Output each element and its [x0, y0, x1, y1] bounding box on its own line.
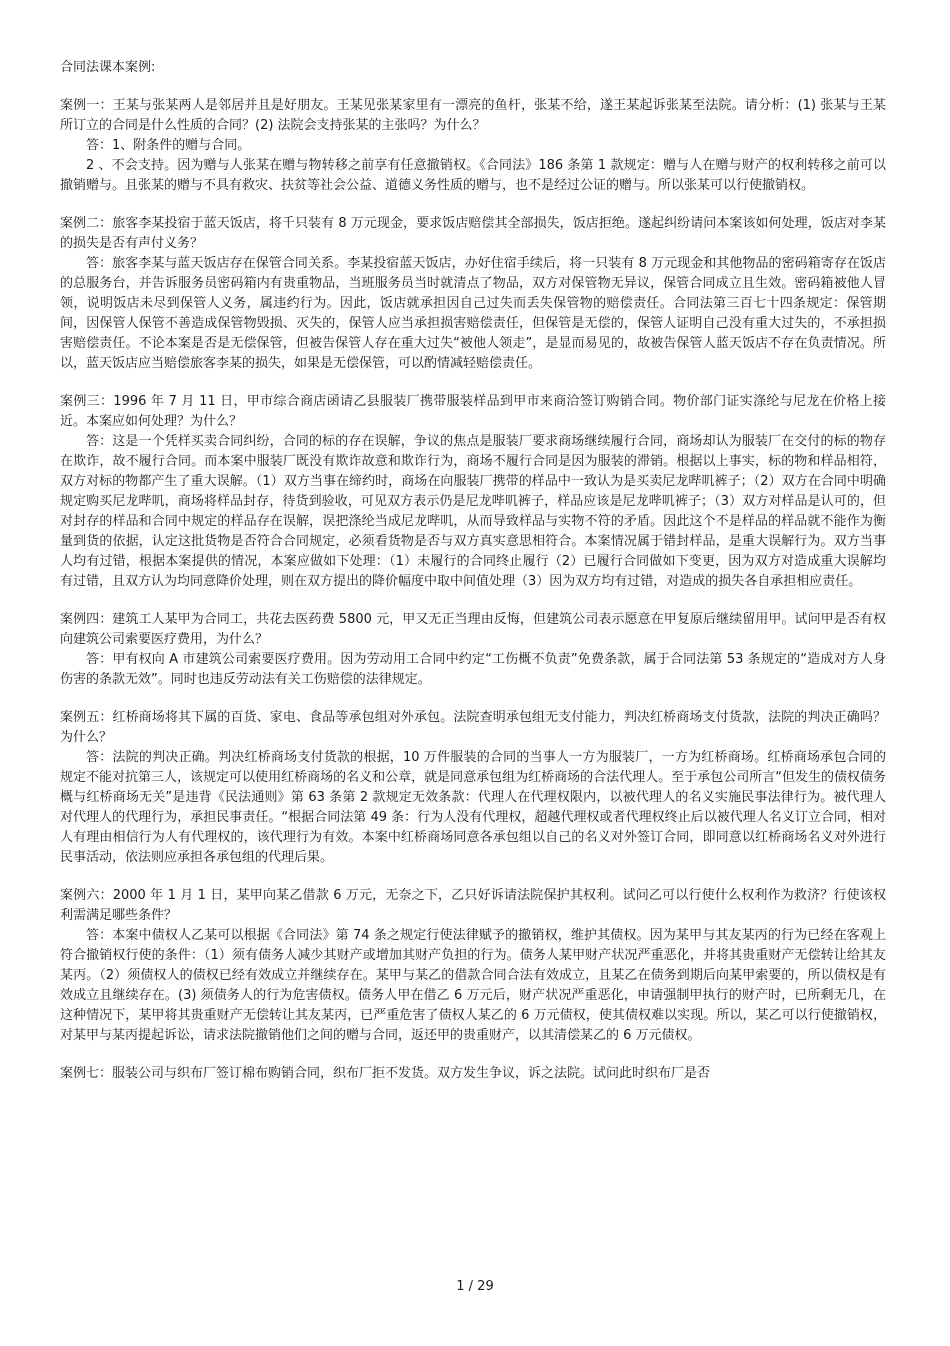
case-5 — [60, 708, 886, 868]
case-answer: 答：本案中债权人乙某可以根据《合同法》第 74 条之规定行使法律赋予的撤销权，维护其债权。因为某甲与其友某丙的行为已经在客观上符合撤销权行使的条件：（1）须有债务人减少其财产或增加其财产负担的行为。债务人某甲财产状况严重恶化，并将其贵重财产无偿转让给其友某丙。（2）须债权人的债权已经有效成立并继续存在。某甲与某乙的借款合同合法有效成立，且某乙在债务到期后向某甲索要的，所以债权是有效成立且继续存在。(3) 须债务人的行为危害债权。债务人甲在借乙 6 万元后，财产状况严重恶化，申请强制甲执行的财产时，已所剩无几，在这种情况下，某甲将其贵重财产无偿转让其友某丙，已严重危害了债权人某乙的 6 万元债权，使其债权难以实现。所以，某乙可以行使撤销权，对某甲与某丙提起诉讼，请求法院撤销他们之间的赠与合同，返还甲的贵重财产，以其清偿某乙的 6 万元债权。 — [60, 928, 886, 1043]
case-question: 案例一：王某与张某两人是邻居并且是好朋友。王某见张某家里有一漂亮的鱼杆，张某不给，遂王某起诉张某至法院。请分析：(1) 张某与王某所订立的合同是什么性质的合同？(2) 法院会支持张某的主张吗？为什么？ — [60, 98, 886, 133]
case-question: 案例三：1996 年 7 月 11 日，甲市综合商店函请乙县服装厂携带服装样品到甲市来商洽签订购销合同。物价部门证实涤纶与尼龙在价格上接近。本案应如何处理？为什么？ — [60, 394, 886, 429]
case-1 — [60, 96, 886, 196]
case-question: 案例四：建筑工人某甲为合同工，共花去医药费 5800 元，甲又无正当理由反悔，但建筑公司表示愿意在甲复原后继续留用甲。试问甲是否有权向建筑公司索要医疗费用，为什么？ — [60, 612, 886, 647]
case-question: 案例五：红桥商场将其下属的百货、家电、食品等承包组对外承包。法院查明承包组无支付能力，判决红桥商场支付货款，法院的判决正确吗？为什么？ — [60, 710, 886, 745]
document-title: 合同法课本案例: — [60, 60, 156, 75]
case-7 — [60, 1064, 886, 1084]
case-answer: 2 、不会支持。因为赠与人张某在赠与物转移之前享有任意撤销权。《合同法》186 条第 1 款规定：赠与人在赠与财产的权利转移之前可以撤销赠与。且张某的赠与不具有救灾、扶贫等社会公益、道德义务性质的赠与，也不是经过公证的赠与。所以张某可以行使撤销权。 — [60, 158, 886, 193]
case-answer: 答：1、附条件的赠与合同。 — [86, 138, 251, 153]
case-question: 案例六：2000 年 1 月 1 日，某甲向某乙借款 6 万元，无奈之下，乙只好诉请法院保护其权利。试问乙可以行使什么权利作为救济？行使该权利需满足哪些条件？ — [60, 888, 886, 923]
case-2 — [60, 214, 886, 374]
case-answer: 答：旅客李某与蓝天饭店存在保管合同关系。李某投宿蓝天饭店，办好住宿手续后，将一只装有 8 万元现金和其他物品的密码箱寄存在饭店的总服务台，并告诉服务员密码箱内有贵重物品，当班服务员当时就清点了物品，双方对保管物无异议，保管合同成立且生效。密码箱被他人冒领，说明饭店未尽到保管人义务，属违约行为。因此，饭店就承担因自己过失而丢失保管物的赔偿责任。合同法第三百七十四条规定：保管期间，因保管人保管不善造成保管物毁损、灭失的，保管人应当承担损害赔偿责任，但保管是无偿的，保管人证明自己没有重大过失的，不承担损害赔偿责任。不论本案是否是无偿保管，但被告保管人存在重大过失“被他人领走”，是显而易见的，故被告保管人蓝天饭店不存在负责情况。所以，蓝天饭店应当赔偿旅客李某的损失，如果是无偿保管，可以酌情减轻赔偿责任。 — [60, 256, 886, 371]
case-answer: 答：法院的判决正确。判决红桥商场支付货款的根据，10 万件服装的合同的当事人一方为服装厂，一方为红桥商场。红桥商场承包合同的规定不能对抗第三人，该规定可以使用红桥商场的名义和公章，就是同意承包组为红桥商场的合法代理人。至于承包公司所言“但发生的债权债务概与红桥商场无关”是违背《民法通则》第 63 条第 2 款规定无效条款：代理人在代理权限内，以被代理人的名义实施民事法律行为。被代理人对代理人的代理行为，承担民事责任。“根据合同法第 49 条：行为人没有代理权，超越代理权或者代理权终止后以被代理人名义订立合同，相对人有理由相信行为人有代理权的，该代理行为有效。本案中红桥商场同意各承包组以自己的名义对外签订合同，即同意以红桥商场名义对外进行民事活动，依法则应承担各承包组的代理后果。 — [60, 750, 886, 865]
case-answer: 答：甲有权向 A 市建筑公司索要医疗费用。因为劳动用工合同中约定“工伤概不负责”免费条款，属于合同法第 53 条规定的“造成对方人身伤害的条款无效”。同时也违反劳动法有关工伤赔偿的法律规定。 — [60, 652, 886, 687]
case-answer: 答：这是一个凭样买卖合同纠纷，合同的标的存在误解，争议的焦点是服装厂要求商场继续履行合同，商场却认为服装厂在交付的标的物存在欺诈，故不履行合同。而本案中服装厂既没有欺诈故意和欺诈行为，商场不履行合同是因为服装的滞销。根据以上事实，标的物和样品相符，双方对标的物都产生了重大误解。（1）双方当事在缔约时，商场在向服装厂携带的样品中一致认为是买卖尼龙哔叽裤子；（2）双方在合同中明确规定购买尼龙哔叽，商场将样品封存，待货到验收，可见双方表示仍是尼龙哔叽裤子，样品应该是尼龙哔叽裤子；（3）双方对样品是认可的，但对封存的样品和合同中规定的样品存在误解，误把涤纶当成尼龙哔叽，从而导致样品与实物不符的矛盾。因此这个不是样品的样品就不能作为衡量到货的依据，认定这批货物是否符合合同规定，必须看货物是否与双方真实意思相符合。本案情况属于错封样品，是重大误解行为。双方当事人均有过错，根据本案提供的情况，本案应做如下处理：（1）未履行的合同终止履行（2）已履行合同做如下变更，因为双方对造成重大误解均有过错，且双方认为均同意降价处理，则在双方提出的降价幅度中取中间值处理（3）因为双方均有过错，对造成的损失各自承担相应责任。 — [60, 434, 886, 589]
case-question: 案例二：旅客李某投宿于蓝天饭店，将千只装有 8 万元现金，要求饭店赔偿其全部损失，饭店拒绝。遂起纠纷请问本案该如何处理，饭店对李某的损失是否有声付义务？ — [60, 216, 886, 251]
case-3 — [60, 392, 886, 592]
case-6 — [60, 886, 886, 1046]
case-question: 案例七：服装公司与织布厂签订棉布购销合同，织布厂拒不发货。双方发生争议，诉之法院。试问此时织布厂是否 — [60, 1066, 711, 1081]
case-4 — [60, 610, 886, 690]
document-body — [60, 58, 886, 1102]
page-number: 1 / 29 — [456, 1279, 494, 1294]
